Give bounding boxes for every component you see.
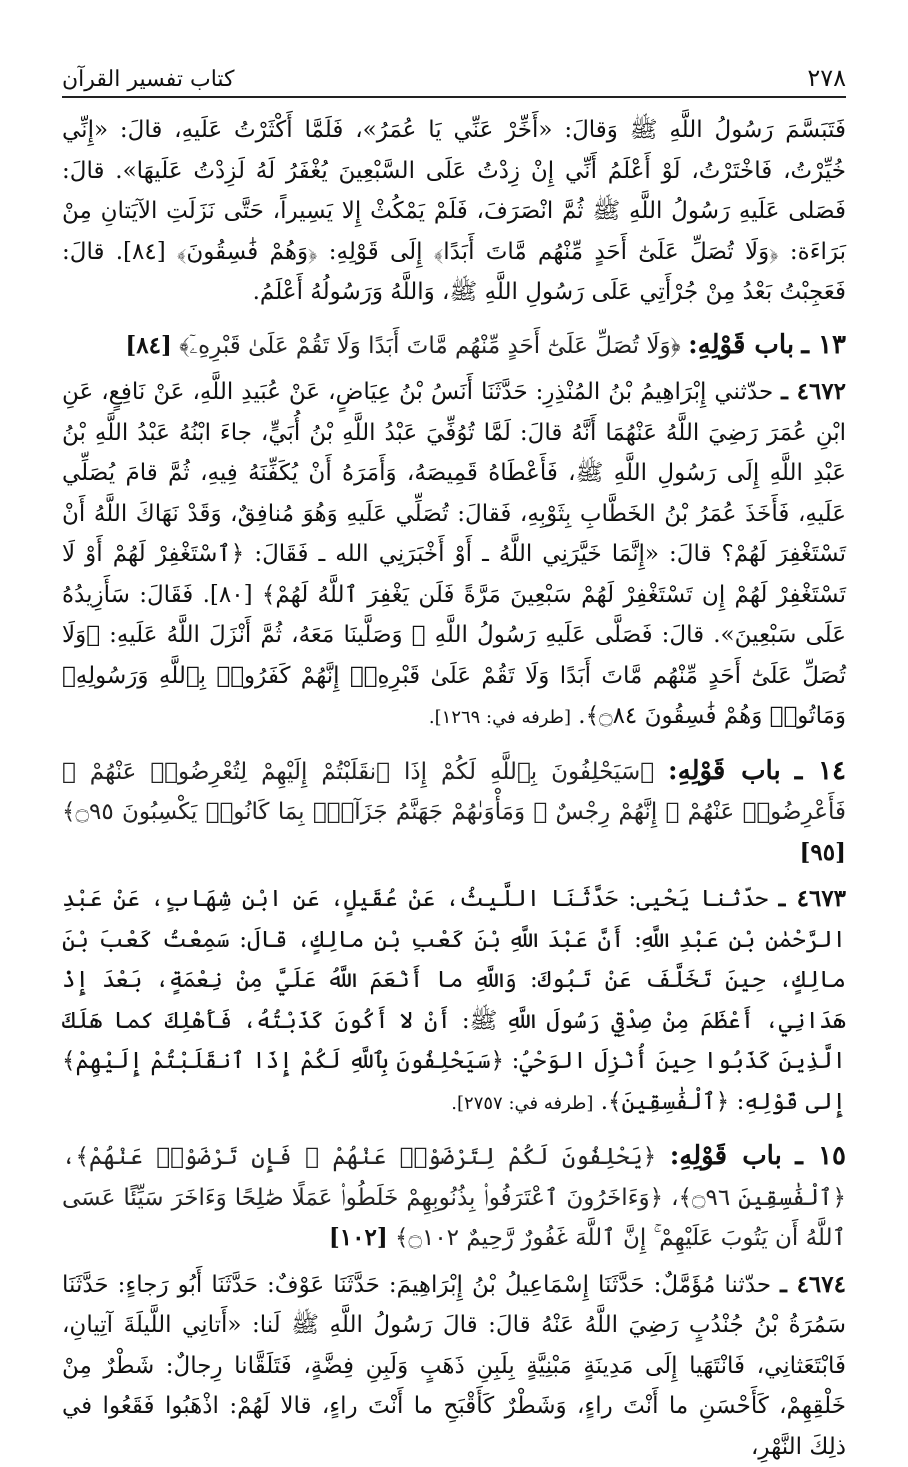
chapter-label: باب قَوْلِهِ: (668, 756, 781, 786)
book-title: كتاب تفسير القرآن (62, 67, 235, 92)
hadith-text: حدّثنا يَحْيى: حَدَّثَنَا اللَّيثُ، عَنْ عُقَيلٍ، عَنِ ابْنِ شِهَابٍ، عَنْ عَبْدِ الرَّحْمٰنِ بْنِ عَبْدِ اللَّهِ: أَنَّ عَبْدَ اللَّهِ بْنَ كَعْبِ بْنِ مالِكٍ، قالَ: سَمِعْتُ كَعْبَ بْنَ مالِكٍ، حِينَ تَخَلَّفَ عَنْ تَبُوكَ: وَاللَّهِ ما أَنْعَمَ اللَّهُ عَلَيَّ مِنْ نِعْمَةٍ، بَعْدَ إِذْ هَدَانِي، أَعْظَمَ مِنْ صِدْقِي رَسُولَ اللَّهِ ﷺ: أَنْ لا أَكُونَ كَذَبْتُهُ، فَأَهْلِكَ كما هَلَكَ الَّذِينَ كَذَبُوا حِينَ أُنْزِلَ الوَحْيُ: ﴿سَيَحْلِفُونَ بِٱللَّهِ لَكُمْ إِذَا ٱنقَلَبْتُمْ إِلَيْهِمْ﴾ إِلى قَوْلِهِ: ﴿ٱلْفَٰسِقِينَ﴾. (62, 886, 846, 1115)
chapter-verse: ﴿وَلَا تُصَلِّ عَلَىٰٓ أَحَدٍ مِّنْهُم مَّاتَ أَبَدًا وَلَا تَقُمْ عَلَىٰ قَبْرِهِۦٓ﴾ (179, 333, 681, 359)
page-content (62, 110, 846, 1339)
page-header (62, 52, 846, 92)
hadith-4674 (62, 1265, 846, 1467)
hadith-number: ٤٦٧٢ ـ (781, 378, 846, 405)
verse-reference: [٨٤] (125, 332, 172, 359)
paragraph-text: فَتَبَسَّمَ رَسُولُ اللَّهِ ﷺ وَقالَ: «أَخِّرْ عَنِّي يَا عُمَرُ»، فَلَمَّا أَكْثَرْتُ عَلَيهِ، قالَ: «إِنِّي خُيِّرْتُ، فَاخْتَرْتُ، لَوْ أَعْلَمُ أَنِّي إِنْ زِدْتُ عَلَى السَّبْعِينَ يُغْفَرُ لَهُ لَزِدْتُ عَلَيهَا». قالَ: فَصَلى عَلَيهِ رَسُولُ اللَّهِ ﷺ ثُمَّ انْصَرَفَ، فَلَمْ يَمْكُثْ إِلا يَسِيراً، حَتَّى نَزَلَتِ الآيَتانِ مِنْ بَرَاءَة: ﴿وَلَا تُصَلِّ عَلَىٰٓ أَحَدٍ مِّنْهُم مَّاتَ أَبَدًا﴾ إِلَى قَوْلِهِ: ﴿وَهُمْ فَٰسِقُونَ﴾ [٨٤]. قالَ: فَعَجِبْتُ بَعْدُ مِنْ جُرْأَتِي عَلَى رَسُولِ اللَّهِ ﷺ، وَاللَّهُ وَرَسُولُهُ أَعْلَمُ. (62, 117, 846, 305)
hadith-number: ٤٦٧٣ ـ (779, 885, 846, 912)
verse-reference: [١٠٢] (329, 1224, 388, 1251)
header-rule (62, 96, 846, 98)
hadith-4673 (62, 879, 846, 1124)
hadith-text: حدّثنا مُؤَمَّلٌ: حَدَّثَنَا إِسْمَاعِيلُ بْنُ إِبْرَاهِيمَ: حَدَّثَنَا عَوْفٌ: حَدَّثَنَا أَبُو رَجاءٍ: حَدَّثَنَا سَمُرَةُ بْنُ جُنْدُبٍ رَضِيَ اللَّهُ عَنْهُ قالَ: قالَ رَسُولُ اللَّهِ ﷺ لَنا: «أَتانِي اللَّيلَةَ آتِيانِ، فَابْتَعَثانِي، فَانْتَهَيا إِلَى مَدِينَةٍ مَبْنِيَّةٍ بِلَبِنِ ذَهَبٍ وَلَبِنِ فِضَّةٍ، فَتَلَقَّانا رِجالٌ: شَطْرٌ مِنْ خَلْقِهِمْ، كَأَحْسَنِ ما أَنْتَ راءٍ، وَشَطْرٌ كَأَقْبَحِ ما أَنْتَ راءٍ، قالا لَهُمْ: اذْهَبُوا فَقَعُوا في ذلِكَ النَّهْرِ، (62, 1272, 846, 1460)
paragraph-continuation (62, 110, 846, 313)
chapter-number: ١٣ ـ (801, 330, 846, 360)
hadith-4672 (62, 372, 846, 739)
verse-reference: [٩٥] (800, 839, 847, 866)
chapter-verse: ﴿يَحْلِفُونَ لَكُمْ لِتَرْضَوْا۟ عَنْهُمْ ۖ فَإِن تَرْضَوْا۟ عَنْهُمْ﴾، ﴿ٱلْفَٰسِقِينَ ۝٩٦﴾، ﴿وَءَاخَرُونَ ٱعْتَرَفُوا۟ بِذُنُوبِهِمْ خَلَطُوا۟ عَمَلًا صَٰلِحًا وَءَاخَرَ سَيِّئًا عَسَى ٱللَّهُ أَن يَتُوبَ عَلَيْهِمْ ۚ إِنَّ ٱللَّهَ غَفُورٌ رَّحِيمٌ ۝١٠٢﴾ (62, 1144, 846, 1251)
chapter-heading-13 (62, 325, 846, 367)
chapter-label: باب قَوْلِهِ: (688, 330, 794, 360)
cross-reference-note: [طرفه في: ٢٧٥٧]. (451, 1093, 593, 1114)
hadith-text: حدّثني إِبْرَاهِيمُ بْنُ المُنْذِرِ: حَدَّثَنَا أَنَسُ بْنُ عِيَاضٍ، عَنْ عُبَيدِ اللَّهِ، عَنْ نَافِعٍ، عَنِ ابْنِ عُمَرَ رَضِيَ اللَّهُ عَنْهُمَا أَنَّهُ قالَ: لَمَّا تُوُفِّيَ عَبْدُ اللَّهِ بْنُ أُبَيٍّ، جاءَ ابْنُهُ عَبْدُ اللَّهِ بْنُ عَبْدِ اللَّهِ إِلَى رَسُولِ اللَّهِ ﷺ، فَأَعْطَاهُ قَمِيصَهُ، وَأَمَرَهُ أَنْ يُكَفِّنَهُ فِيهِ، ثُمَّ قامَ يُصَلِّي عَلَيهِ، فَأَخَذَ عُمَرُ بْنُ الخَطَّابِ بِثَوْبِهِ، فَقالَ: تُصَلِّي عَلَيهِ وَهُوَ مُنافِقٌ، وَقَدْ نَهَاكَ اللَّهُ أَنْ تَسْتَغْفِرَ لَهُمْ؟ قالَ: «إِنَّمَا خَيَّرَنِي اللَّهُ ـ أَوْ أَخْبَرَنِي الله ـ فَقَالَ: ﴿ٱسْتَغْفِرْ لَهُمْ أَوْ لَا تَسْتَغْفِرْ لَهُمْ إِن تَسْتَغْفِرْ لَهُمْ سَبْعِينَ مَرَّةً فَلَن يَغْفِرَ ٱللَّهُ لَهُمْ﴾ [٨٠]. فَقَالَ: سَأَزِيدُهُ عَلَى سَبْعِينَ». قالَ: فَصَلَّى عَلَيهِ رَسُولُ اللَّهِ ﷺ وَصَلَّينَا مَعَهُ، ثُمَّ أَنْزَلَ اللَّهُ عَلَيهِ: ﴿وَلَا تُصَلِّ عَلَىٰٓ أَحَدٍ مِّنْهُم مَّاتَ أَبَدًا وَلَا تَقُمْ عَلَىٰ قَبْرِهِۦٓ إِنَّهُمْ كَفَرُوا۟ بِٱللَّهِ وَرَسُولِهِۦ وَمَاتُوا۟ وَهُمْ فَٰسِقُونَ ۝٨٤﴾. (62, 379, 846, 729)
hadith-number: ٤٦٧٤ ـ (780, 1271, 846, 1298)
chapter-label: باب قَوْلِهِ: (670, 1141, 782, 1171)
chapter-heading-15 (62, 1136, 846, 1259)
chapter-verse: ﴿سَيَحْلِفُونَ بِٱللَّهِ لَكُمْ إِذَا ٱنقَلَبْتُمْ إِلَيْهِمْ لِتُعْرِضُوا۟ عَنْهُمْ ۖ فَأَعْرِضُوا۟ عَنْهُمْ ۖ إِنَّهُمْ رِجْسٌ ۖ وَمَأْوَىٰهُمْ جَهَنَّمُ جَزَآءًۢ بِمَا كَانُوا۟ يَكْسِبُونَ ۝٩٥﴾ (62, 759, 846, 826)
page-number: ٢٧٨ (807, 64, 846, 92)
chapter-number: ١٤ ـ (795, 756, 846, 786)
chapter-heading-14 (62, 751, 846, 874)
chapter-number: ١٥ ـ (795, 1141, 846, 1171)
cross-reference-note: [طرفه في: ١٢٦٩]. (429, 707, 571, 728)
